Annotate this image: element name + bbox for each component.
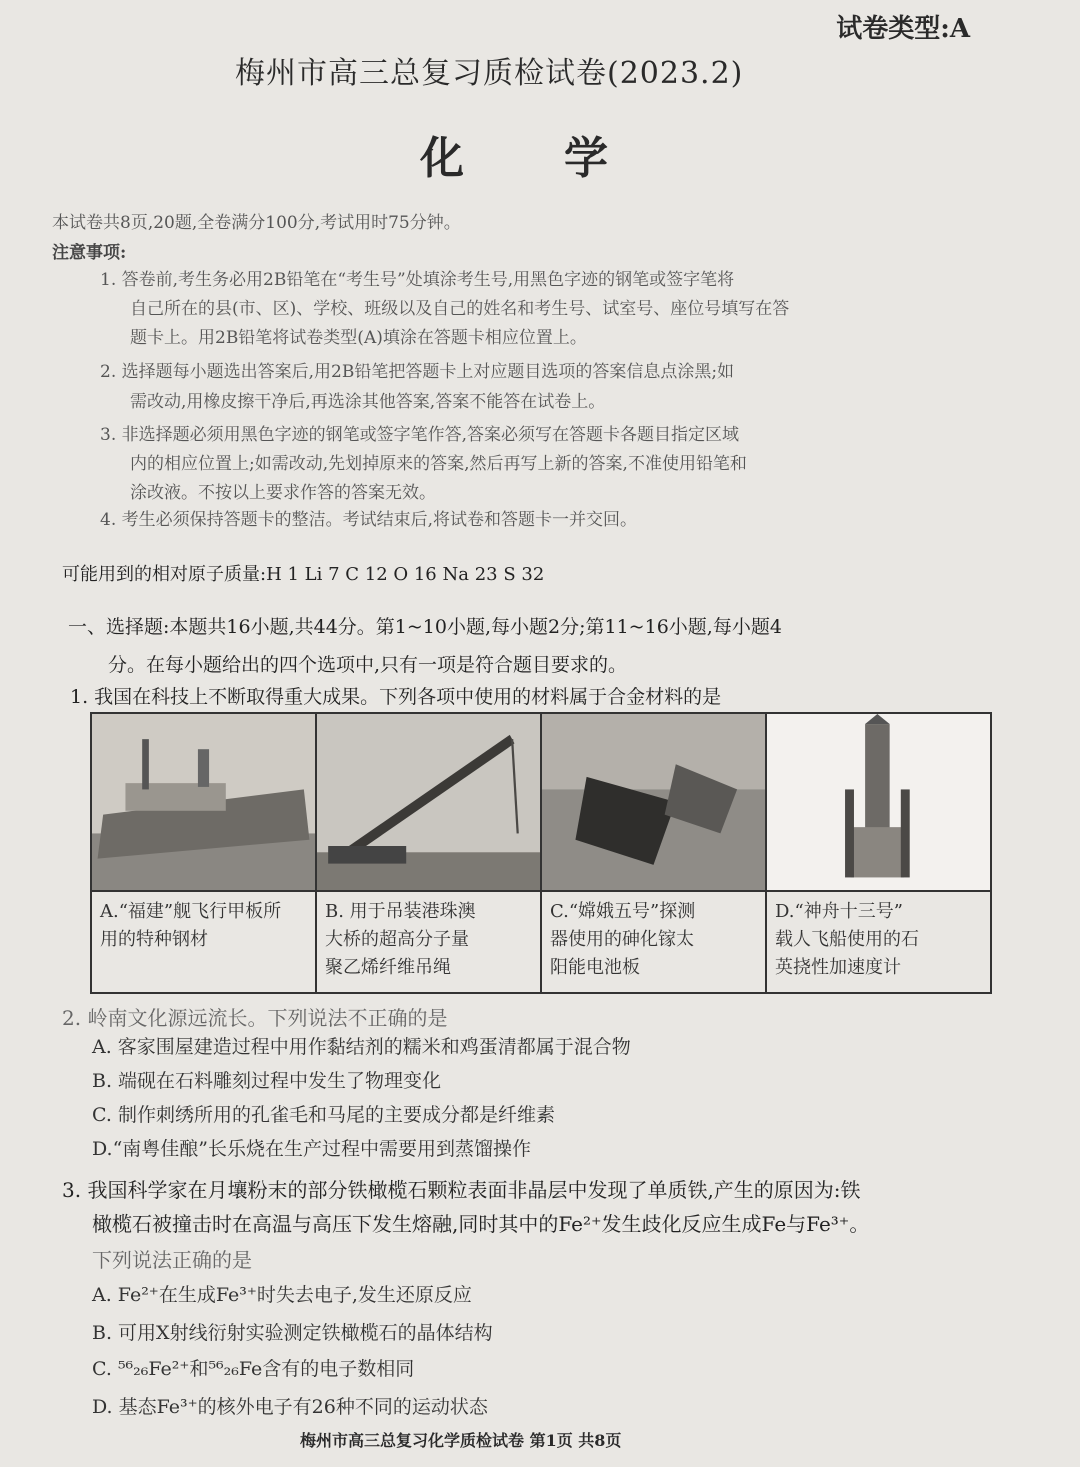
notice-line: 2. 选择题每小题选出答案后,用2B铅笔把答题卡上对应题目选项的答案信息点涂黑;如 [100, 362, 735, 382]
notice-line: 3. 非选择题必须用黑色字迹的钢笔或签字笔作答,答案必须写在答题卡各题目指定区域 [100, 425, 740, 445]
page-footer: 梅州市高三总复习化学质检试卷 第1页 共8页 [300, 1431, 622, 1450]
subject-title: 化学 [420, 133, 708, 184]
spacecraft-launch-photo [767, 714, 990, 890]
q1-option-table [90, 712, 992, 994]
q3-option-a: A. Fe²⁺在生成Fe³⁺时失去电子,发生还原反应 [92, 1284, 472, 1306]
section-heading-line1: 一、选择题:本题共16小题,共44分。第1~10小题,每小题2分;第11~16小题,每小题4 [68, 616, 782, 638]
aircraft-carrier-photo [92, 714, 315, 890]
q3-stem-line1: 3. 我国科学家在月壤粉末的部分铁橄榄石颗粒表面非晶层中发现了单质铁,产生的原因为:铁 [62, 1178, 861, 1202]
document-title: 梅州市高三总复习质检试卷(2023.2) [235, 56, 744, 91]
notice-line: 涂改液。不按以上要求作答的答案无效。 [130, 483, 436, 503]
notice-line: 内的相应位置上;如需改动,先划掉原来的答案,然后再写上新的答案,不准使用铅笔和 [130, 454, 747, 474]
notice-intro: 本试卷共8页,20题,全卷满分100分,考试用时75分钟。 [52, 213, 461, 233]
q2-option-d: D.“南粤佳酿”长乐烧在生产过程中需要用到蒸馏操作 [92, 1138, 532, 1160]
notice-line: 题卡上。用2B铅笔将试卷类型(A)填涂在答题卡相应位置上。 [130, 328, 587, 348]
q1-image-c [541, 713, 766, 891]
option-line: 大桥的超高分子量 [325, 929, 469, 950]
notice-heading: 注意事项: [52, 243, 127, 263]
q1-option-d [766, 891, 991, 993]
q3-option-c: C. ⁵⁶₂₆Fe²⁺和⁵⁶₂₆Fe含有的电子数相同 [92, 1358, 415, 1380]
atomic-masses: 可能用到的相对原子质量:H 1 Li 7 C 12 O 16 Na 23 S 32 [62, 564, 545, 585]
option-line: 阳能电池板 [550, 957, 640, 978]
q2-option-a: A. 客家围屋建造过程中用作黏结剂的糯米和鸡蛋清都属于混合物 [92, 1036, 631, 1058]
mars-rover-photo [542, 714, 765, 890]
option-line: 载人飞船使用的石 [775, 929, 919, 950]
option-line: B. 用于吊装港珠澳 [325, 901, 476, 922]
q2-option-c: C. 制作刺绣所用的孔雀毛和马尾的主要成分都是纤维素 [92, 1104, 555, 1126]
q1-image-d [766, 713, 991, 891]
option-line: 用的特种钢材 [100, 929, 208, 950]
notice-line: 1. 答卷前,考生务必用2B铅笔在“考生号”处填涂考生号,用黑色字迹的钢笔或签字笔将 [100, 270, 735, 290]
notice-line: 需改动,用橡皮擦干净后,再选涂其他答案,答案不能答在试卷上。 [130, 392, 606, 412]
q3-stem-line3: 下列说法正确的是 [92, 1248, 252, 1272]
option-line: 器使用的砷化镓太 [550, 929, 694, 950]
option-line: D.“神舟十三号” [775, 901, 903, 922]
q2-stem: 2. 岭南文化源远流长。下列说法不正确的是 [62, 1006, 448, 1030]
q3-option-b: B. 可用X射线衍射实验测定铁橄榄石的晶体结构 [92, 1322, 493, 1344]
q1-option-b [316, 891, 541, 993]
section-heading-line2: 分。在每小题给出的四个选项中,只有一项是符合题目要求的。 [108, 654, 628, 676]
option-line: C.“嫦娥五号”探测 [550, 901, 696, 922]
option-line: 英挠性加速度计 [775, 957, 901, 978]
q1-option-a [91, 891, 316, 993]
notice-line: 自己所在的县(市、区)、学校、班级以及自己的姓名和考生号、试室号、座位号填写在答 [130, 299, 790, 319]
option-line: 聚乙烯纤维吊绳 [325, 957, 451, 978]
q3-stem-line2: 橄榄石被撞击时在高温与高压下发生熔融,同时其中的Fe²⁺发生歧化反应生成Fe与Fe³⁺。 [92, 1212, 870, 1236]
q1-stem: 1. 我国在科技上不断取得重大成果。下列各项中使用的材料属于合金材料的是 [70, 686, 722, 708]
q1-option-c [541, 891, 766, 993]
q3-option-d: D. 基态Fe³⁺的核外电子有26种不同的运动状态 [92, 1396, 488, 1418]
exam-type-label: 试卷类型:A [836, 14, 970, 44]
q1-image-b [316, 713, 541, 891]
q2-option-b: B. 端砚在石料雕刻过程中发生了物理变化 [92, 1070, 442, 1092]
notice-line: 4. 考生必须保持答题卡的整洁。考试结束后,将试卷和答题卡一并交回。 [100, 510, 638, 530]
bridge-crane-photo [317, 714, 540, 890]
q1-image-a [91, 713, 316, 891]
option-line: A.“福建”舰飞行甲板所 [100, 901, 282, 922]
